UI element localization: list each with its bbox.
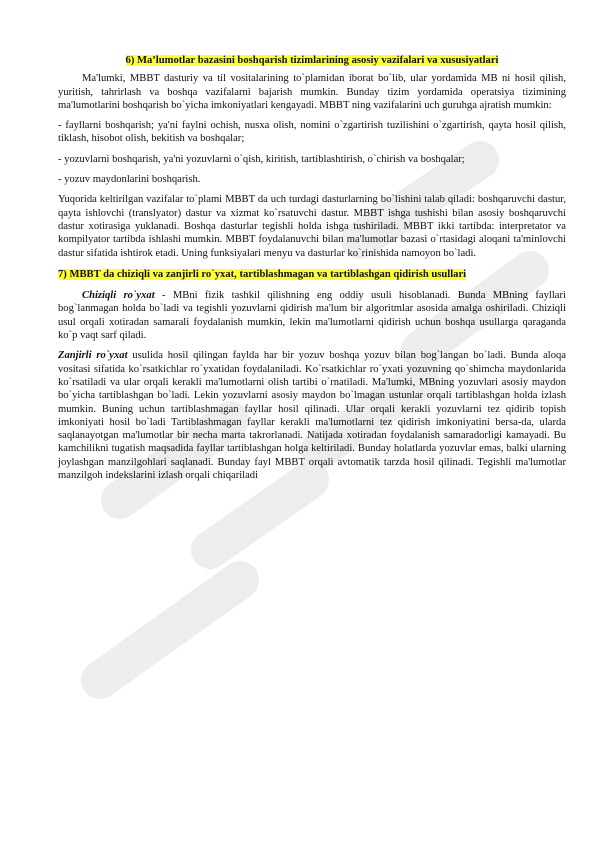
section-heading-6-text: 6) Ma’lumotlar bazasini boshqarish tizimlarining asosiy vazifalari va xususiyatlari [125,55,499,66]
list-item-records: - yozuvlarni boshqarish, ya'ni yozuvlarni o`qish, kiritish, tartiblashtirish, o`chirish va boshqalar; [58,153,465,165]
paragraph-chained-list-text: usulida hosil qilingan faylda har bir yozuv boshqa yozuv bilan bog`langan bo`ladi. Bunda aloqa vositasi sifatida ko`rsatkichlar ro`yxatidan foydalaniladi. Ko`rsatkichlar ro`yxati yozuvning qo`shimcha maydonlarida ko`rsatiladi va ular orqali kerakli ma'lumotlarni olish tartibi o`rnatiladi. Ma'lumki, MBning yozuvlari asosiy maydon bo`yicha tartiblashgan bo`ladi. Lekin yozuvlarni asosiy maydon bo`lmagan ustunlar orqali tartiblashgan holda izlash mumkin. Buning uchun tartiblashmagan fayllar hosil qilinadi. Ular orqali kerakli yozuvlarni tez qidirib topish imkoniyati hosil bo`ladi Tartiblashmagan fayllar kerakli ma'lumotlarni tez qidirish imkoniyatini bersa-da, ularda saqlanayotgan ma'lumotlar bir necha marta takrorlanadi. Natijada xotiradan foydalanish samaradorligi kamayadi. Bu kamchilikni tugatish maqsadida fayllar tartiblashgan holga keltiriladi. Bunday holatlarda yozuvlar emas, balki ularning joylashgan manzilgohlari saqlanadi. Bunday fayl MBBT orqali avtomatik tarzda hosil qilinadi. Tegishli ma'lumotlar manzilgoh indekslarini izlash orqali chiqariladi [58,350,567,482]
paragraph-intro: Ma'lumki, MBBT dasturiy va til vositalarining to`plamidan iborat bo`lib, ular yordamida MB ni hosil qilish, yuritish, tahrirlash va boshqa vazifalarni bajarish mumkin. Bunday tizim yordamida operatsiya tizimining ma'lumotlarini boshqarish bo`yicha imkoniyatlari kengayadi. MBBT ning vazifalarini uch guruhga ajratish mumkin: [58,73,566,111]
paragraph-linear-list-text: - MBni fizik tashkil qilishning eng oddiy usuli hisoblanadi. Bunda MBning fayllari bog`lanmagan holda bo`ladi va tegishli yozuvlarni qidirish ma'lum bir algoritmlar asosida amalga oshiriladi. Chiziqli usul orqali xotiradan samarali foydalanish mumkin, lekin ma'lumotlarni qidirish uchun boshqa usullarga qaraganda ko`p vaqt sarf qiladi. [58,290,566,342]
paragraph-chained-list [58,349,566,482]
paragraph-linear-list [58,289,566,342]
section-heading-6 [58,54,566,67]
paragraph-programs: Yuqorida keltirilgan vazifalar to`plami MBBT da uch turdagi dasturlarning bo`lishini talab qiladi: boshqaruvchi dastur, qayta ishlovchi (translyator) dastur va xizmat ko`rsatuvchi dastur. MBBT ishga tushishi bilan asosiy boshqaruvchi dastur xotirasiga yuklanadi. Boshqa dasturlar tegishli holda ishga tushiriladi. MBBT ikki tartibda: interpretator va kompilyator tartibda ishlashi mumkin. MBBT foydalanuvchi bilan ma'lumotlar bazasi o`rtasidagi aloqani ta'minlovchi dastur sifatida ishtirok etadi. Uning funksiyalari menyu va dasturlar ko`rinishida namoyon bo`ladi. [58,194,566,259]
list-item-files: - fayllarni boshqarish; ya'ni faylni ochish, nusxa olish, nomini o`zgartirish tuzilishini o`zgartirish, qayta hosil qilish, tiklash, hisobot olish, bekitish va boshqalar; [58,120,566,145]
term-linear-list: Chiziqli ro`yxat [82,290,155,302]
term-chained-list: Zanjirli ro`yxat [58,350,128,362]
list-item-fields: - yozuv maydonlarini boshqarish. [58,174,201,186]
section-heading-7 [58,268,566,281]
section-heading-7-text: 7) MBBT da chiziqli va zanjirli ro`yxat, tartiblashmagan va tartiblashgan qidirish usullari [58,268,467,280]
document-page [58,54,566,489]
